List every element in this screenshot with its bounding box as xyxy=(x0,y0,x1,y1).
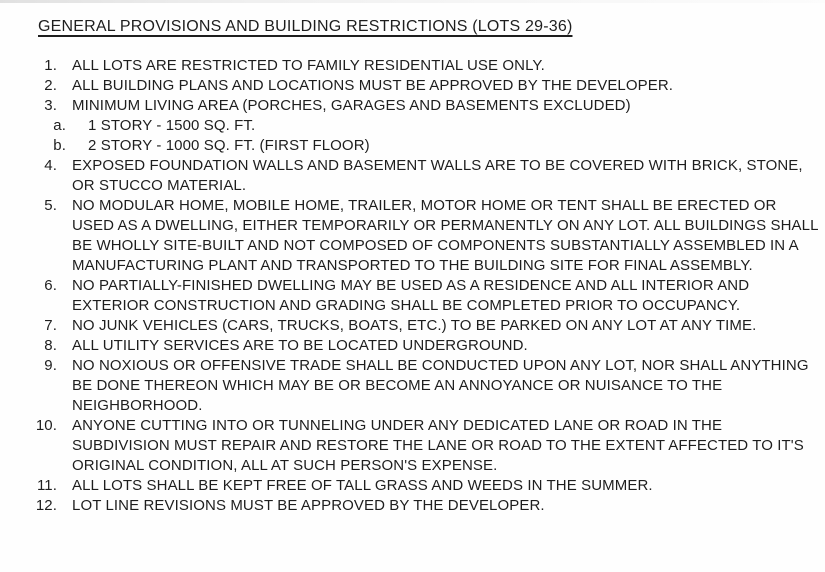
item-number: 5. xyxy=(44,197,57,214)
item-number: 4. xyxy=(44,157,57,174)
item-number: 9. xyxy=(44,357,57,374)
list-item xyxy=(0,56,825,76)
list-subitem xyxy=(0,136,825,156)
item-number: 1. xyxy=(44,57,57,74)
item-text: ALL LOTS SHALL BE KEPT FREE OF TALL GRASS AND WEEDS IN THE SUMMER. xyxy=(72,477,653,494)
item-text: NO JUNK VEHICLES (CARS, TRUCKS, BOATS, ETC.) TO BE PARKED ON ANY LOT AT ANY TIME. xyxy=(72,317,757,334)
subitem-letter: b. xyxy=(53,137,66,154)
list-item xyxy=(0,156,825,196)
document-title: GENERAL PROVISIONS AND BUILDING RESTRICTIONS (LOTS 29-36) xyxy=(38,18,573,35)
list-subitem xyxy=(0,116,825,136)
item-text: EXPOSED FOUNDATION WALLS AND BASEMENT WALLS ARE TO BE COVERED WITH BRICK, STONE, OR STUCCO MATERIAL. xyxy=(72,157,803,194)
item-number: 10. xyxy=(35,417,57,434)
list-item xyxy=(0,276,825,316)
item-text: ANYONE CUTTING INTO OR TUNNELING UNDER ANY DEDICATED LANE OR ROAD IN THE SUBDIVISION MUST REPAIR AND RESTORE THE LANE OR ROAD TO THE EXTENT AFFECTED TO IT'S ORIGINAL CONDITION, ALL AT SUCH PERSON'S EXPENSE. xyxy=(72,417,804,474)
item-text: ALL UTILITY SERVICES ARE TO BE LOCATED UNDERGROUND. xyxy=(72,337,528,354)
provisions-list xyxy=(0,56,825,516)
item-number: 2. xyxy=(44,77,57,94)
item-number: 11. xyxy=(36,477,57,494)
item-text: MINIMUM LIVING AREA (PORCHES, GARAGES AND BASEMENTS EXCLUDED) xyxy=(72,97,631,114)
list-item xyxy=(0,496,825,516)
list-item xyxy=(0,76,825,96)
list-item xyxy=(0,336,825,356)
item-text: NO MODULAR HOME, MOBILE HOME, TRAILER, MOTOR HOME OR TENT SHALL BE ERECTED OR USED AS A DWELLING, EITHER TEMPORARILY OR PERMANENTLY ON ANY LOT. ALL BUILDINGS SHALL BE WHOLLY SITE-BUILT AND NOT COMPOSED OF COMPONENTS SUBSTANTIALLY ASSEMBLED IN A MANUFACTURING PLANT AND TRANSPORTED TO THE BUILDING SITE FOR FINAL ASSEMBLY. xyxy=(72,197,818,274)
item-text: ALL BUILDING PLANS AND LOCATIONS MUST BE APPROVED BY THE DEVELOPER. xyxy=(72,77,674,94)
item-text: ALL LOTS ARE RESTRICTED TO FAMILY RESIDENTIAL USE ONLY. xyxy=(72,57,545,74)
item-number: 6. xyxy=(44,277,57,294)
item-number: 3. xyxy=(44,97,57,114)
list-item xyxy=(0,196,825,276)
item-number: 8. xyxy=(44,337,57,354)
item-number: 7. xyxy=(44,317,57,334)
list-item xyxy=(0,476,825,496)
item-text: NO NOXIOUS OR OFFENSIVE TRADE SHALL BE CONDUCTED UPON ANY LOT, NOR SHALL ANYTHING BE DONE THEREON WHICH MAY BE OR BECOME AN ANNOYANCE OR NUISANCE TO THE NEIGHBORHOOD. xyxy=(72,357,809,414)
list-item xyxy=(0,96,825,116)
list-item xyxy=(0,356,825,416)
item-text: LOT LINE REVISIONS MUST BE APPROVED BY THE DEVELOPER. xyxy=(72,497,545,514)
item-text: NO PARTIALLY-FINISHED DWELLING MAY BE USED AS A RESIDENCE AND ALL INTERIOR AND EXTERIOR CONSTRUCTION AND GRADING SHALL BE COMPLETED PRIOR TO OCCUPANCY. xyxy=(72,277,750,314)
list-item xyxy=(0,316,825,336)
subitem-letter: a. xyxy=(53,117,66,134)
subitem-text: 2 STORY - 1000 SQ. FT. (FIRST FLOOR) xyxy=(88,137,370,154)
list-item xyxy=(0,416,825,476)
item-number: 12. xyxy=(35,497,57,514)
subitem-text: 1 STORY - 1500 SQ. FT. xyxy=(88,117,256,134)
